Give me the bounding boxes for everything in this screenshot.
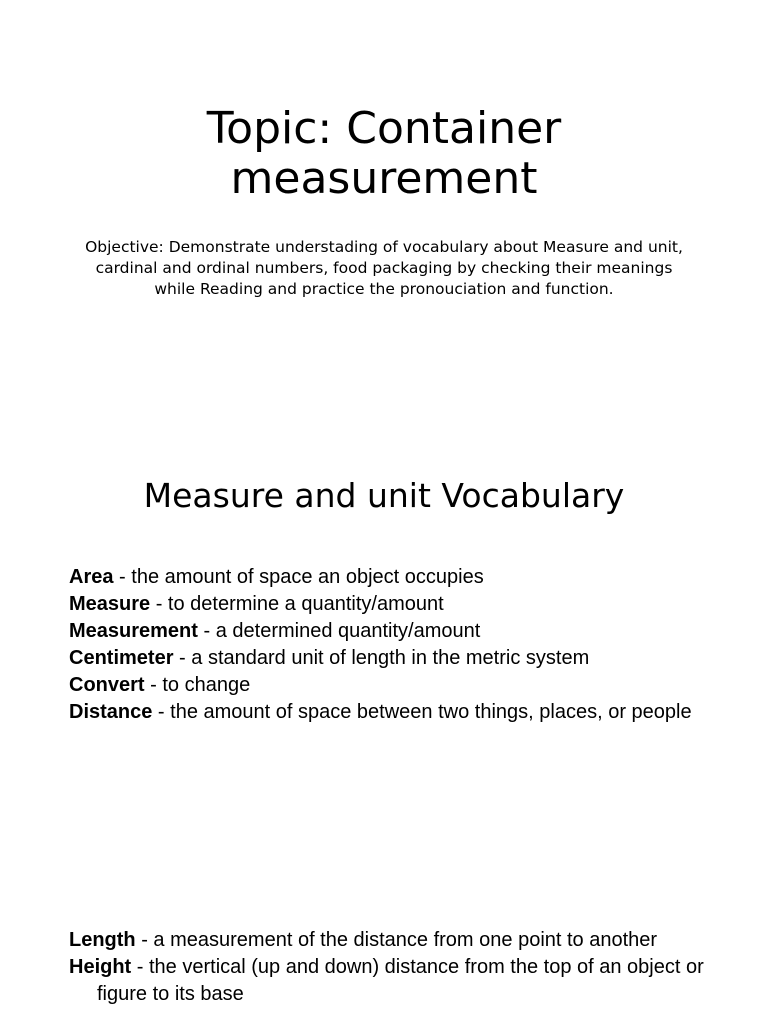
vocab-term: Distance [69,701,153,723]
vocab-item-measurement [69,618,709,645]
vocabulary-list [69,564,709,726]
vocab-definition: - a standard unit of length in the metric system [173,647,590,669]
section-title: Measure and unit Vocabulary [143,476,625,515]
vocab-definition: - the amount of space between two things, places, or people [152,701,692,723]
page-title: Topic: Container measurement [206,103,562,204]
vocab-item-area [69,564,709,591]
vocab-definition: - a determined quantity/amount [197,620,481,642]
vocab-term: Length [69,929,136,951]
vocab-definition: - to determine a quantity/amount [150,593,444,615]
vocab-term: Measurement [69,620,198,642]
vocab-item-convert [69,672,709,699]
vocab-term: Centimeter [69,647,174,669]
vocab-term: Measure [69,593,151,615]
vocab-term: Height [69,956,132,978]
vocab-item-height [69,954,709,1008]
vocab-definition: - the amount of space an object occupies [113,566,484,588]
vocab-term: Convert [69,674,145,696]
objective-text: Objective: Demonstrate understading of vocabulary about Measure and unit, cardinal and ordinal numbers, food packaging by checking their meanings while Reading and practice the pronouciation and function. [85,238,683,298]
vocab-item-measure [69,591,709,618]
vocab-definition: - the vertical (up and down) distance from the top of an object or figure to its base [97,956,704,1005]
vocab-term: Area [69,566,114,588]
vocab-definition: - a measurement of the distance from one point to another [135,929,658,951]
vocab-item-centimeter [69,645,709,672]
vocabulary-list-continued [69,927,709,1008]
vocab-item-distance [69,699,709,726]
vocab-definition: - to change [144,674,251,696]
vocab-item-length [69,927,709,954]
